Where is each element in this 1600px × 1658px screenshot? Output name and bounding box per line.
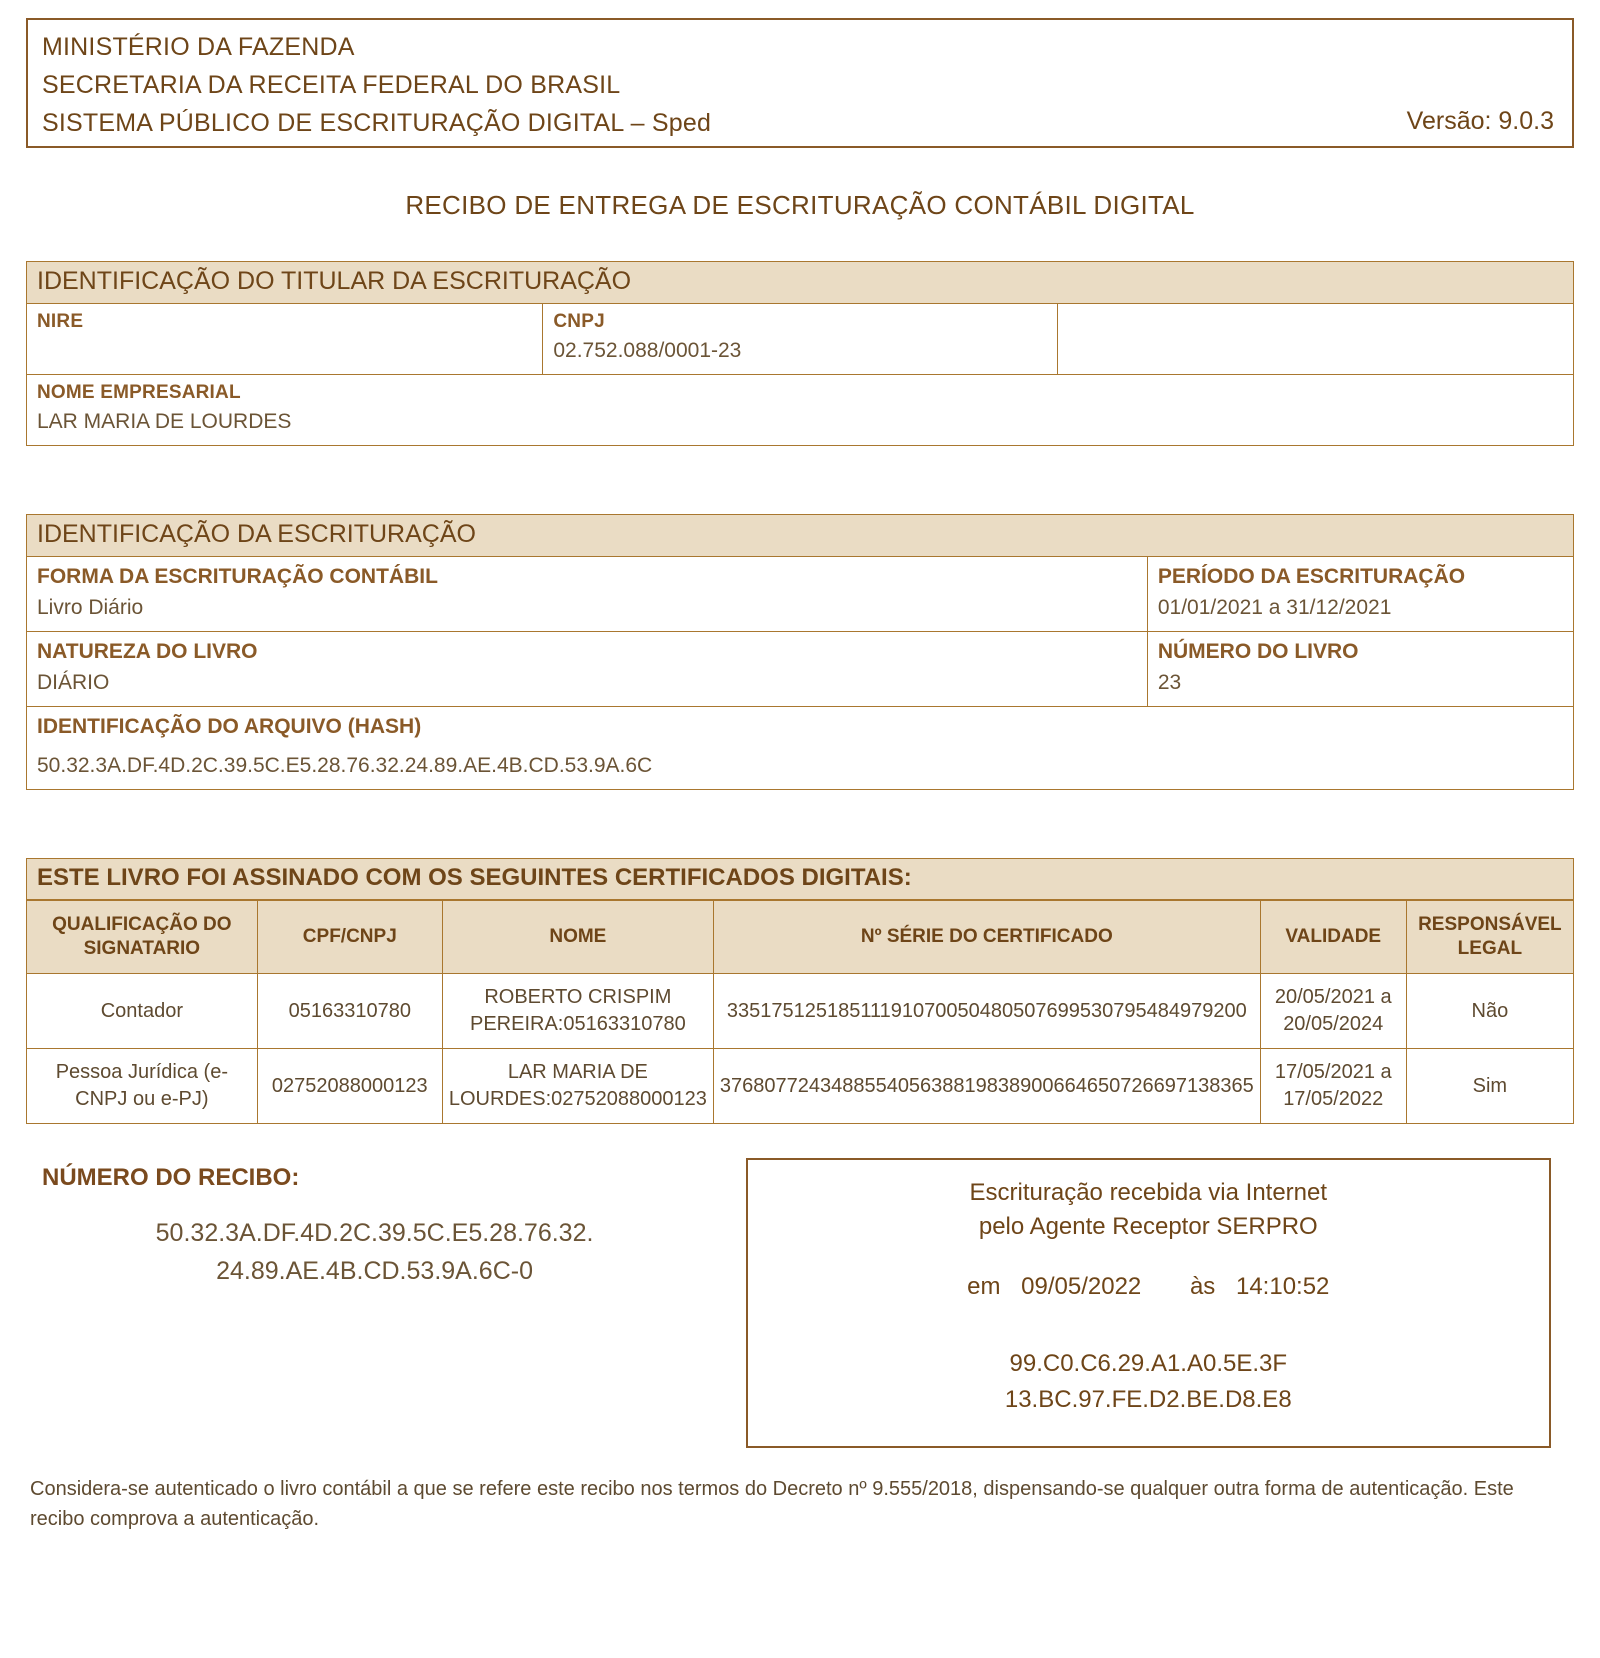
table-row (27, 1049, 1574, 1124)
receipt-number-line1: 50.32.3A.DF.4D.2C.39.5C.E5.28.76.32. (155, 1219, 594, 1247)
field-natureza-livro-label: NATUREZA DO LIVRO (37, 640, 258, 663)
certificates-table (26, 900, 1574, 1124)
serpro-as-label: às (1189, 1273, 1216, 1300)
field-forma-escrituracao-value: Livro Diário (37, 596, 144, 619)
cell-validade: 20/05/2021 a 20/05/2024 (1260, 974, 1406, 1049)
field-forma-escrituracao-label: FORMA DA ESCRITURAÇÃO CONTÁBIL (37, 565, 438, 588)
column-header-nome: NOME (442, 901, 713, 974)
field-hash (27, 707, 1573, 789)
titular-row-identifiers (27, 304, 1573, 375)
field-numero-livro-label: NÚMERO DO LIVRO (1157, 640, 1359, 663)
field-cnpj-label: CNPJ (553, 311, 605, 332)
serpro-receipt-box (746, 1158, 1551, 1448)
column-header-cpf-cnpj: CPF/CNPJ (257, 901, 442, 974)
serpro-code-line2: 13.BC.97.FE.D2.BE.D8.E8 (1004, 1386, 1292, 1413)
column-header-qualificacao: QUALIFICAÇÃO DO SIGNATARIO (27, 901, 258, 974)
receipt-number-line2: 24.89.AE.4B.CD.53.9A.6C-0 (216, 1257, 533, 1285)
field-nire-value (37, 334, 532, 336)
cell-nome: LAR MARIA DE LOURDES:02752088000123 (442, 1049, 713, 1124)
cell-responsavel: Sim (1406, 1049, 1573, 1124)
section-escrituracao (26, 514, 1574, 790)
header-ministry: MINISTÉRIO DA FAZENDA (42, 33, 355, 61)
field-periodo-escrituracao-label: PERÍODO DA ESCRITURAÇÃO (1157, 565, 1466, 588)
field-blank (1058, 304, 1573, 374)
section-certificados (26, 858, 1574, 1124)
cell-serie: 33517512518511191070050480507699530795484979200 (713, 974, 1260, 1049)
receipt-number-block (26, 1158, 707, 1290)
cell-validade: 17/05/2021 a 17/05/2022 (1260, 1049, 1406, 1124)
serpro-line-1: Escrituração recebida via Internet (969, 1179, 1328, 1206)
field-forma-escrituracao (27, 557, 1148, 631)
table-row (27, 974, 1574, 1049)
escrituracao-row-hash (27, 707, 1573, 789)
section-escrituracao-title: IDENTIFICAÇÃO DA ESCRITURAÇÃO (27, 515, 1573, 557)
page-title: RECIBO DE ENTREGA DE ESCRITURAÇÃO CONTÁBIL DIGITAL (405, 190, 1195, 220)
field-hash-value: 50.32.3A.DF.4D.2C.39.5C.E5.28.76.32.24.89.AE.4B.CD.53.9A.6C (37, 754, 653, 777)
field-periodo-escrituracao-value: 01/01/2021 a 31/12/2021 (1157, 596, 1392, 619)
spacer (26, 456, 1574, 514)
serpro-code-line1: 99.C0.C6.29.A1.A0.5E.3F (1009, 1350, 1288, 1377)
field-cnpj-value: 02.752.088/0001-23 (553, 339, 742, 362)
footnote-text: Considera-se autenticado o livro contábil a que se refere este recibo nos termos do Decreto nº 9.555/2018, dispensando-se qualquer outra forma de autenticação. Este recibo comprova a autenticação. (30, 1478, 1514, 1530)
cell-qualificacao: Pessoa Jurídica (e-CNPJ ou e-PJ) (27, 1049, 258, 1124)
field-nome-empresarial (27, 375, 1573, 445)
field-numero-livro-value: 23 (1157, 671, 1182, 694)
serpro-date: 09/05/2022 (1021, 1273, 1142, 1300)
header-secretariat: SECRETARIA DA RECEITA FEDERAL DO BRASIL (42, 71, 621, 99)
field-nire-label: NIRE (37, 311, 84, 332)
table-header-row (27, 901, 1574, 974)
field-periodo-escrituracao (1148, 557, 1573, 631)
escrituracao-row-forma (27, 557, 1573, 632)
header-version: Versão: 9.0.3 (1406, 107, 1554, 135)
section-titular-title: IDENTIFICAÇÃO DO TITULAR DA ESCRITURAÇÃO (27, 262, 1573, 304)
document-header (26, 18, 1574, 148)
serpro-line-2: pelo Agente Receptor SERPRO (978, 1213, 1318, 1240)
receipt-number-title: NÚMERO DO RECIBO: (42, 1164, 300, 1191)
field-natureza-livro-value: DIÁRIO (37, 671, 110, 694)
field-nome-empresarial-value: LAR MARIA DE LOURDES (37, 410, 292, 433)
field-natureza-livro (27, 632, 1148, 706)
serpro-em-label: em (967, 1273, 1001, 1300)
titular-row-name (27, 375, 1573, 445)
column-header-serie: Nº SÉRIE DO CERTIFICADO (713, 901, 1260, 974)
receipt-footer-area (26, 1158, 1574, 1448)
column-header-responsavel: RESPONSÁVEL LEGAL (1406, 901, 1573, 974)
field-numero-livro (1148, 632, 1573, 706)
header-system: SISTEMA PÚBLICO DE ESCRITURAÇÃO DIGITAL – Sped (42, 109, 712, 137)
cell-responsavel: Não (1406, 974, 1573, 1049)
field-hash-label: IDENTIFICAÇÃO DO ARQUIVO (HASH) (37, 715, 422, 738)
spacer (26, 800, 1574, 858)
cell-qualificacao: Contador (27, 974, 258, 1049)
cell-cpf-cnpj: 05163310780 (257, 974, 442, 1049)
serpro-time: 14:10:52 (1235, 1273, 1330, 1300)
cell-serie: 376807724348855405638819838900664650726697138365 (713, 1049, 1260, 1124)
escrituracao-row-natureza (27, 632, 1573, 707)
cell-nome: ROBERTO CRISPIM PEREIRA:05163310780 (442, 974, 713, 1049)
section-titular (26, 261, 1574, 446)
field-nire (27, 304, 543, 374)
section-certificados-title: ESTE LIVRO FOI ASSINADO COM OS SEGUINTES CERTIFICADOS DIGITAIS: (26, 858, 1574, 900)
serpro-datetime (758, 1270, 1539, 1304)
column-header-validade: VALIDADE (1260, 901, 1406, 974)
field-nome-empresarial-label: NOME EMPRESARIAL (37, 382, 241, 403)
field-cnpj (543, 304, 1058, 374)
cell-cpf-cnpj: 02752088000123 (257, 1049, 442, 1124)
